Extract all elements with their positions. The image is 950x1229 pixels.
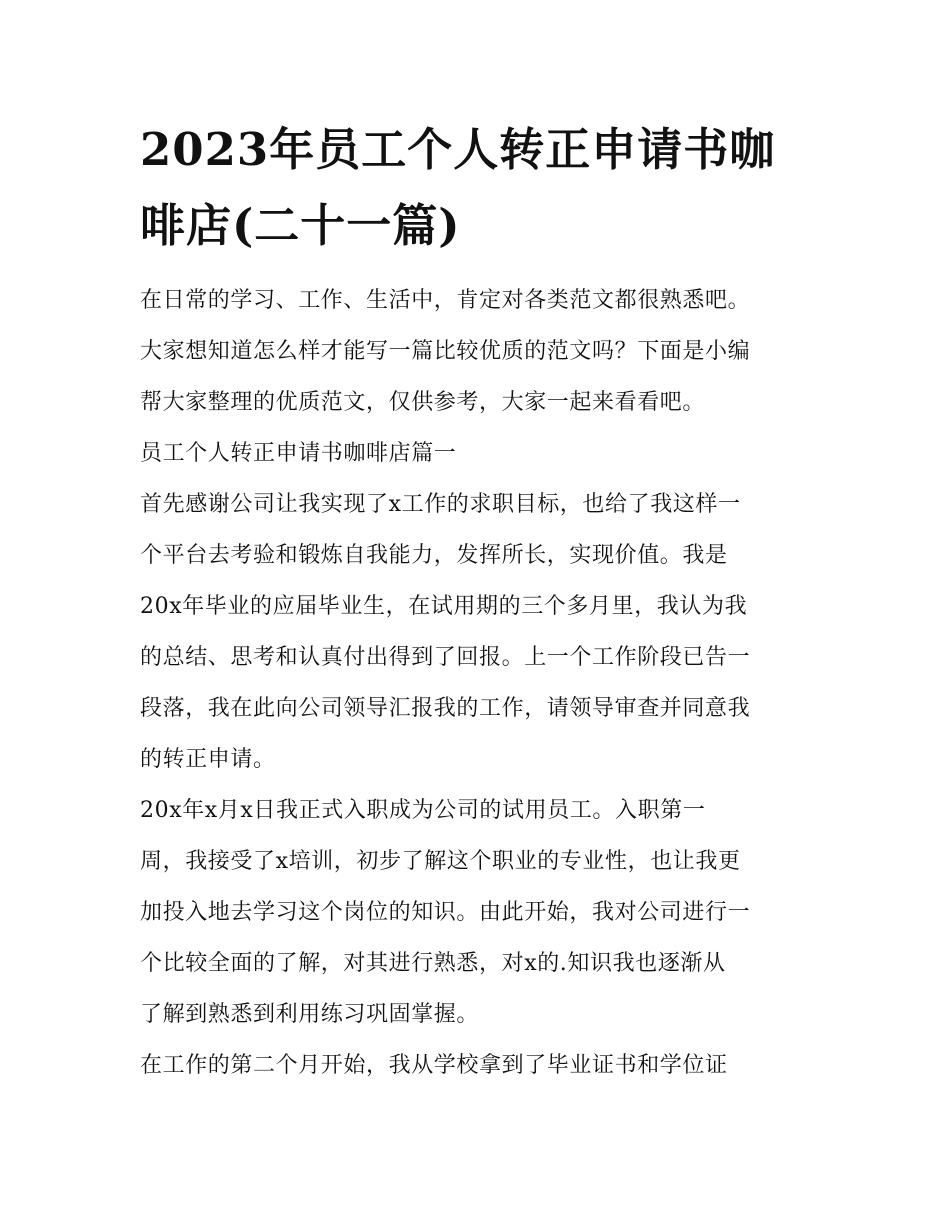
document-body (140, 275, 815, 1091)
document-page (140, 112, 815, 1091)
body-line: 的转正申请。 (140, 747, 276, 772)
body-line: 在日常的学习、工作、生活中，肯定对各类范文都很熟悉吧。 (140, 288, 751, 313)
body-line: 段落，我在此向公司领导汇报我的工作，请领导审查并同意我 (140, 696, 751, 721)
title-line: 啡店(二十一篇) (140, 199, 461, 252)
document-title (140, 112, 815, 264)
body-line: 20x年x月x日我正式入职成为公司的试用员工。入职第一 (140, 798, 706, 823)
body-line: 个比较全面的了解，对其进行熟悉，对x的.知识我也逐渐从 (140, 951, 726, 976)
body-line: 大家想知道怎么样才能写一篇比较优质的范文吗？下面是小编 (140, 339, 751, 364)
body-line: 加投入地去学习这个岗位的知识。由此开始，我对公司进行一 (140, 900, 751, 925)
body-line: 个平台去考验和锻炼自我能力，发挥所长，实现价值。我是 (140, 543, 728, 568)
body-line: 在工作的第二个月开始，我从学校拿到了毕业证书和学位证 (140, 1053, 728, 1078)
body-line: 周，我接受了x培训，初步了解这个职业的专业性，也让我更 (140, 849, 741, 874)
body-line: 帮大家整理的优质范文，仅供参考，大家一起来看看吧。 (140, 390, 706, 415)
body-line: 20x年毕业的应届毕业生，在试用期的三个多月里，我认为我 (140, 594, 748, 619)
title-line: 2023年员工个人转正申请书咖 (140, 123, 776, 176)
body-line: 首先感谢公司让我实现了x工作的求职目标，也给了我这样一 (140, 492, 741, 517)
body-line: 的总结、思考和认真付出得到了回报。上一个工作阶段已告一 (140, 645, 751, 670)
body-line: 了解到熟悉到利用练习巩固掌握。 (140, 1002, 480, 1027)
section-heading: 员工个人转正申请书咖啡店篇一 (140, 441, 457, 466)
